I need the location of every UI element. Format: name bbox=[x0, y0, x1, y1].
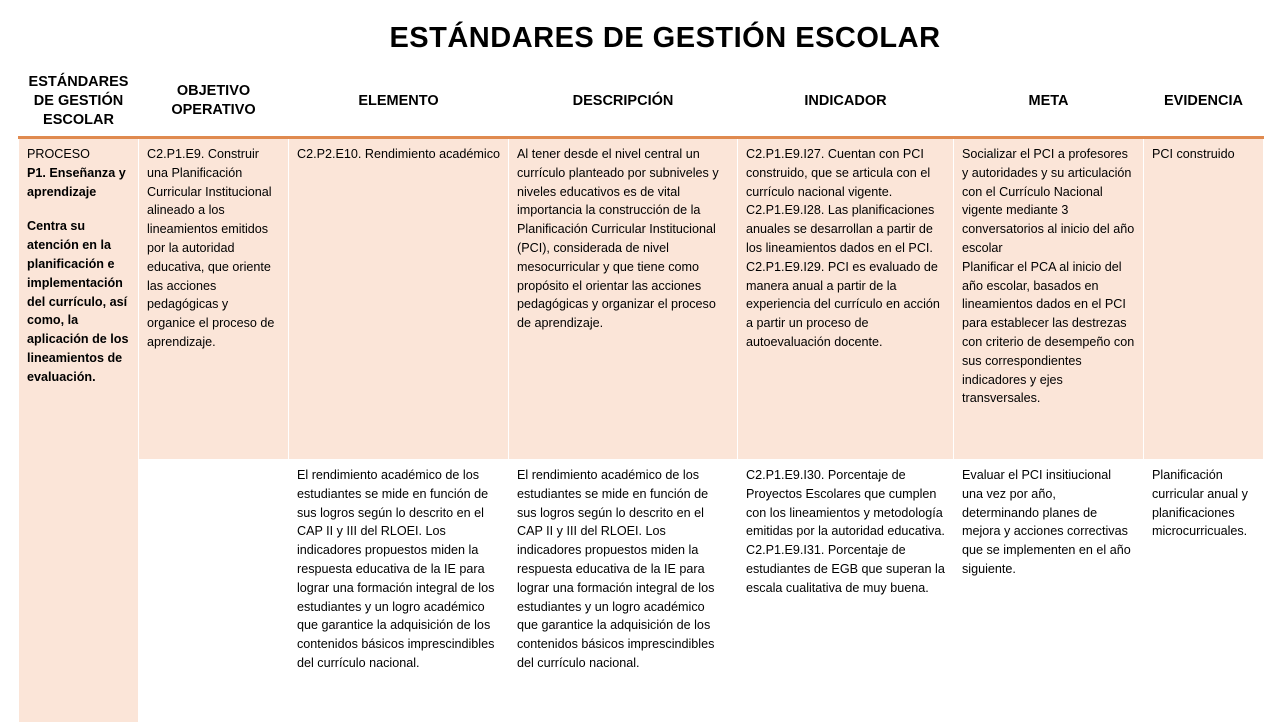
header-objetivo: OBJETIVO OPERATIVO bbox=[139, 66, 289, 138]
meta-item: Socializar el PCI a profesores y autoridades y su articulación con el Currículo Nacional vigente mediante 3 conversatorios al inicio del año escolar bbox=[962, 147, 1135, 255]
proceso-cell bbox=[19, 138, 139, 723]
descripcion-cell: El rendimiento académico de los estudiantes se mide en función de sus logros según lo descrito en el CAP II y III del RLOEI. Los indicadores propuestos miden la respuesta educativa de la IE para lograr una formación integral de los estudiantes y un logro académico que garantice la adquisición de los contenidos básicos imprescindibles del currículo nacional. bbox=[509, 460, 738, 723]
header-meta: META bbox=[954, 66, 1144, 138]
indicador-item: C2.P1.E9.I29. PCI es evaluado de manera anual a partir de la experiencia del currículo en acción a partir un proceso de autoevaluación docente. bbox=[746, 259, 940, 349]
elemento-cell: El rendimiento académico de los estudiantes se mide en función de sus logros según lo descrito en el CAP II y III del RLOEI. Los indicadores propuestos miden la respuesta educativa de la IE para lograr una formación integral de los estudiantes y un logro académico que garantice la adquisición de los contenidos básicos imprescindibles del currículo nacional. bbox=[289, 460, 509, 723]
meta-item: Planificar el PCA al inicio del año escolar, basados en lineamientos dados en el PCI para establecer las destrezas con criterio de desempeño con sus correspondientes indicadores y ejes transversales. bbox=[962, 259, 1135, 406]
meta-cell: Evaluar el PCI insitiucional una vez por año, determinando planes de mejora y acciones correctivas que se implementen en el año siguiente. bbox=[954, 460, 1144, 723]
header-evidencia: EVIDENCIA bbox=[1144, 66, 1264, 138]
header-descripcion: DESCRIPCIÓN bbox=[509, 66, 738, 138]
indicador-cell bbox=[738, 460, 954, 723]
standards-table bbox=[18, 66, 1264, 723]
header-indicador: INDICADOR bbox=[738, 66, 954, 138]
evidencia-cell: Planificación curricular anual y planificaciones microcurricuales. bbox=[1144, 460, 1264, 723]
table-row bbox=[19, 138, 1264, 460]
descripcion-cell: Al tener desde el nivel central un currículo planteado por subniveles y niveles educativos es de vital importancia la construcción de la Planificación Curricular Institucional (PCI), considerada de nivel mesocurricular y que tiene como propósito el orientar las acciones pedagógicas y organizar el proceso de aprendizaje. bbox=[509, 138, 738, 460]
indicador-item: C2.P1.E9.I28. Las planificaciones anuales se desarrollan a partir de los lineamientos dados en el PCI. bbox=[746, 203, 935, 255]
header-estandares: ESTÁNDARES DE GESTIÓN ESCOLAR bbox=[19, 66, 139, 138]
proceso-focus: Centra su atención en la planificación e implementación del currículo, así como, la aplicación de los lineamientos de evaluación. bbox=[27, 219, 129, 384]
indicador-item: C2.P1.E9.I27. Cuentan con PCI construido, que se articula con el currículo nacional vigente. bbox=[746, 147, 931, 199]
indicador-item: C2.P1.E9.I30. Porcentaje de Proyectos Escolares que cumplen con los lineamientos y metodología emitidas por la autoridad educativa. bbox=[746, 468, 945, 539]
table-header-row bbox=[19, 66, 1264, 138]
proceso-label: PROCESO bbox=[27, 147, 90, 161]
objetivo-cell: C2.P1.E9. Construir una Planificación Curricular Institucional alineado a los lineamientos emitidos por la autoridad educativa, que oriente las acciones pedagógicas y organice el proceso de aprendizaje. bbox=[139, 138, 289, 460]
indicador-item: C2.P1.E9.I31. Porcentaje de estudiantes de EGB que superan la escala cualitativa de muy buena. bbox=[746, 543, 945, 595]
proceso-name: P1. Enseñanza y aprendizaje bbox=[27, 165, 126, 199]
meta-cell bbox=[954, 138, 1144, 460]
objetivo-cell bbox=[139, 460, 289, 723]
evidencia-cell: PCI construido bbox=[1144, 138, 1264, 460]
elemento-cell: C2.P2.E10. Rendimiento académico bbox=[289, 138, 509, 460]
table-row bbox=[19, 460, 1264, 723]
page-title: ESTÁNDARES DE GESTIÓN ESCOLAR bbox=[389, 22, 941, 54]
header-elemento: ELEMENTO bbox=[289, 66, 509, 138]
indicador-cell bbox=[738, 138, 954, 460]
